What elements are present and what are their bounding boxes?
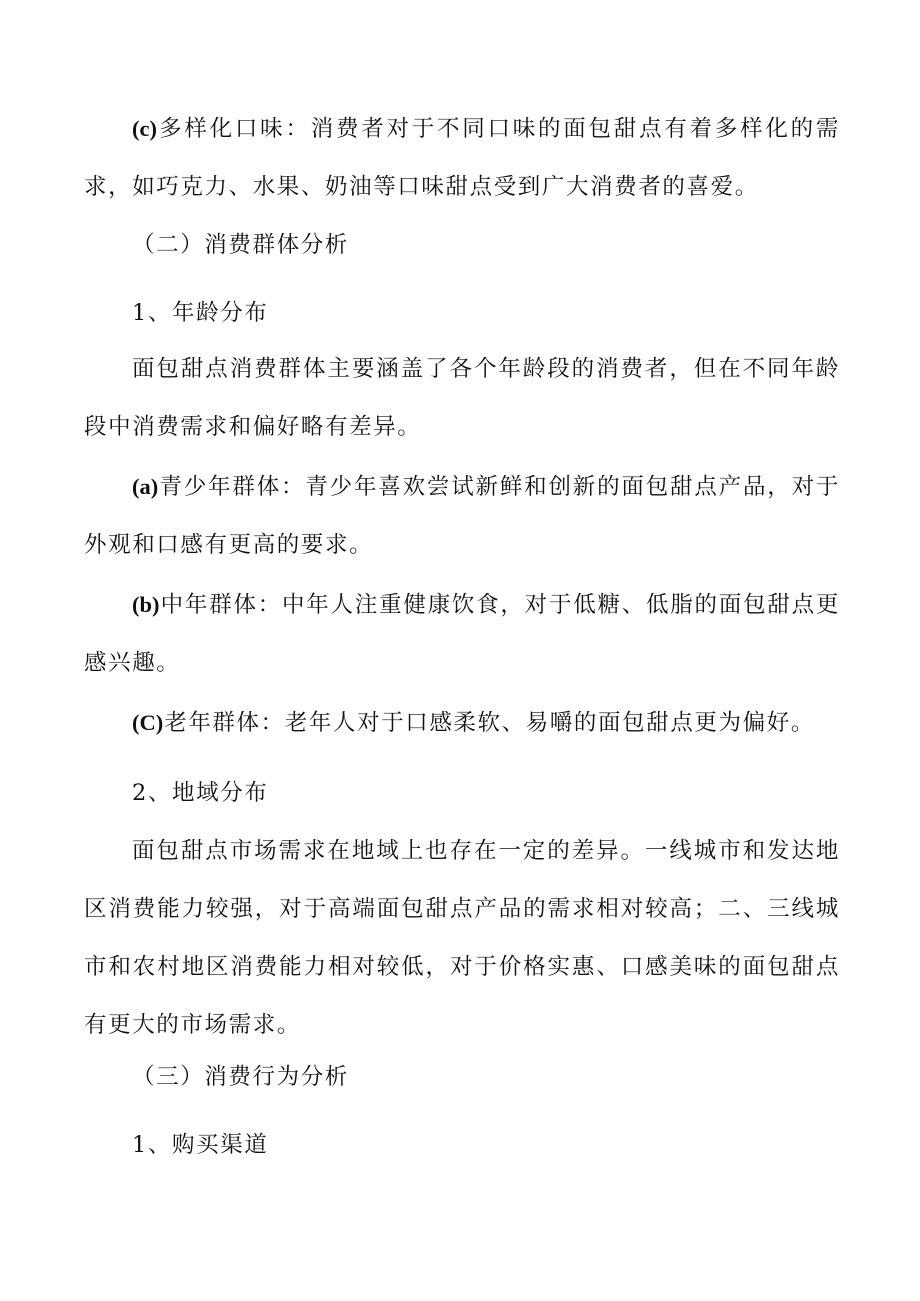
section-heading-consumer-groups — [84, 216, 840, 274]
heading-text: （二）消费群体分析 — [132, 232, 349, 258]
heading-text: （三）消费行为分析 — [132, 1064, 349, 1090]
paragraph-text: 面包甜点市场需求在地域上也存在一定的差异。一线城市和发达地区消费能力较强，对于高端面包甜点产品的需求相对较高；二、三线城市和农村地区消费能力相对较低，对于价格实惠、口感美味的面包甜点有更大的市场需求。 — [84, 838, 840, 1038]
list-marker: (C) — [132, 710, 164, 735]
heading-text: 1、年龄分布 — [132, 300, 269, 326]
paragraph-age-overview — [84, 340, 840, 456]
subheading-age-distribution — [84, 284, 840, 342]
section-heading-consumer-behavior — [84, 1048, 840, 1106]
paragraph-text: 多样化口味：消费者对于不同口味的面包甜点有着多样化的需求，如巧克力、水果、奶油等口味甜点受到广大消费者的喜爱。 — [84, 116, 840, 200]
list-marker: (a) — [132, 474, 159, 499]
paragraph-text: 青少年群体：青少年喜欢尝试新鲜和创新的面包甜点产品，对于外观和口感有更高的要求。 — [84, 474, 840, 558]
list-marker: (b) — [132, 592, 160, 617]
paragraph-regional-demand — [84, 822, 840, 1054]
paragraph-diverse-flavors — [84, 100, 840, 216]
subheading-regional-distribution — [84, 764, 840, 822]
paragraph-middle-age-group — [84, 576, 840, 692]
paragraph-senior-group — [84, 694, 840, 752]
paragraph-text: 中年群体：中年人注重健康饮食，对于低糖、低脂的面包甜点更感兴趣。 — [84, 592, 840, 676]
heading-text: 1、购买渠道 — [132, 1132, 269, 1158]
heading-text: 2、地域分布 — [132, 780, 269, 806]
paragraph-youth-group — [84, 458, 840, 574]
paragraph-text: 面包甜点消费群体主要涵盖了各个年龄段的消费者，但在不同年龄段中消费需求和偏好略有差异。 — [84, 356, 840, 440]
list-marker: (c) — [132, 116, 157, 141]
paragraph-text: 老年群体：老年人对于口感柔软、易嚼的面包甜点更为偏好。 — [164, 710, 815, 736]
subheading-purchase-channels — [84, 1116, 840, 1174]
